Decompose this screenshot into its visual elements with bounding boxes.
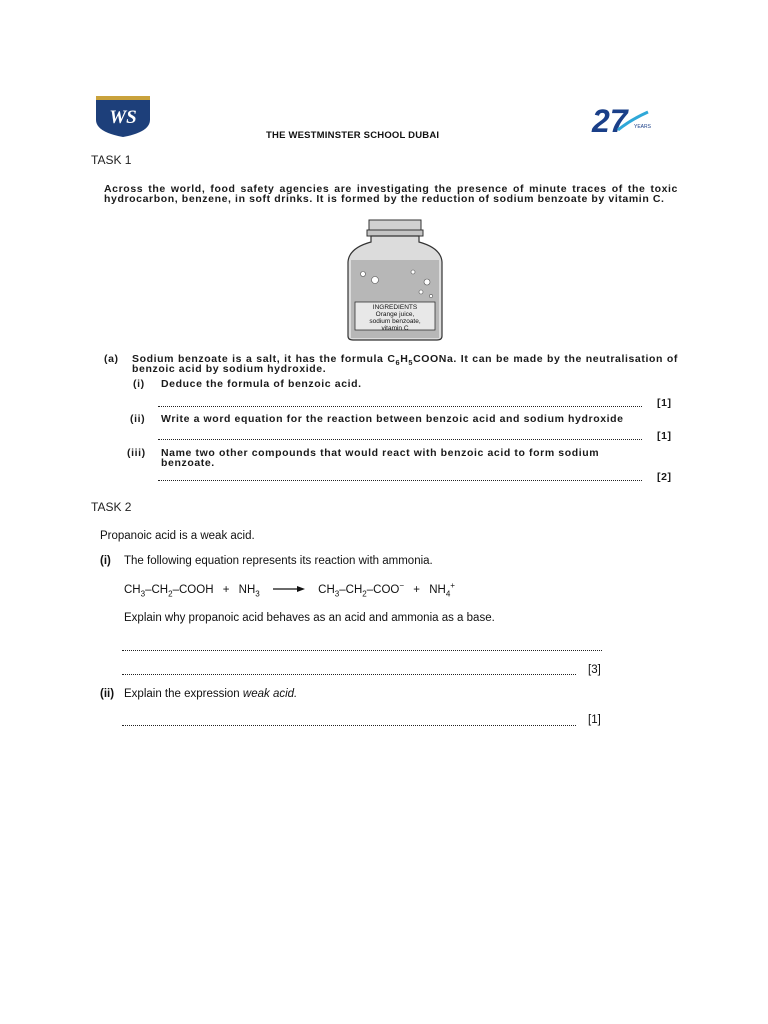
reactant-propanoic-acid: $CH_3-CH_2$–COOH — [124, 584, 214, 599]
q1-answer-line[interactable] — [158, 406, 642, 407]
t2-q1-answer-line-1[interactable] — [122, 650, 602, 651]
task-1-title: TASK 1 — [91, 153, 132, 167]
t2-q1-answer-line-2[interactable] — [122, 674, 576, 675]
t2-explain-prompt: Explain why propanoic acid behaves as an acid and ammonia as a base. — [124, 612, 495, 624]
q3-mark: [2] — [657, 471, 672, 483]
t2-q2-text — [124, 687, 297, 701]
q3-text-end: other compounds that would react with benzoic acid to form sodium benzoate. — [161, 447, 600, 469]
t2-q2-text-emphasis: weak acid. — [242, 688, 298, 700]
svg-text:YEARS: YEARS — [634, 124, 651, 130]
q2-answer-line[interactable] — [158, 439, 642, 440]
school-name: THE WESTMINSTER SCHOOL DUBAI — [266, 130, 440, 141]
plus-sign: + — [222, 584, 230, 597]
t2-q2-text-start: Explain the expression — [124, 688, 240, 700]
svg-text:27: 27 — [592, 103, 628, 139]
bottle-label-line: Orange juice, — [375, 311, 415, 318]
t2-q1-text: The following equation represents its reaction with ammonia. — [124, 555, 433, 567]
task-2-intro: Propanoic acid is a weak acid. — [100, 530, 255, 542]
q3-answer-line[interactable] — [158, 480, 642, 481]
reaction-equation — [124, 583, 455, 597]
bottle-illustration — [343, 218, 447, 342]
bottle-label-line: vitamin C — [381, 325, 409, 332]
svg-text:WS: WS — [109, 107, 137, 128]
part-a-text: Sodium benzoate is a salt, it has the formula $C_6H_5COONa$. It can be made by the neutralisation of benzoic acid by sodium hydroxide. — [132, 353, 678, 375]
t2-q1-mark: [3] — [588, 664, 601, 676]
q1-text: Deduce the formula of benzoic acid. — [161, 378, 362, 390]
arrow-icon — [273, 583, 305, 597]
plus-sign: + — [413, 584, 420, 597]
q2-label: (ii) — [130, 413, 146, 425]
q2-text: Write a word equation for the reaction between benzoic acid and sodium hydroxide — [161, 413, 624, 425]
q3-text-start: Name — [161, 447, 192, 459]
q1-label: (i) — [133, 378, 145, 390]
bottle-label — [355, 304, 435, 332]
t2-q2-label: (ii) — [100, 688, 115, 700]
q3-text-emphasis: two — [195, 447, 216, 459]
t2-q1-label: (i) — [100, 555, 111, 567]
school-logo — [94, 94, 152, 138]
t2-q2-mark: [1] — [588, 714, 601, 726]
bottle-label-line: sodium benzoate, — [369, 318, 421, 325]
task-1-intro: Across the world, food safety agencies are investigating the presence of minute traces of the toxic hydrocarbon, benzene, in soft drinks. It is formed by the reduction of sodium benzoate by vitamin C. — [104, 183, 678, 205]
anniversary-logo — [590, 100, 660, 140]
bottle-label-line: INGREDIENTS — [372, 304, 418, 311]
t2-q2-answer-line[interactable] — [122, 725, 576, 726]
reactant-ammonia: $NH_3$ — [238, 584, 260, 599]
task-2-title: TASK 2 — [91, 500, 132, 514]
q2-mark: [1] — [657, 430, 672, 442]
q3-label: (iii) — [127, 447, 146, 459]
q1-mark: [1] — [657, 397, 672, 409]
q3-text — [161, 448, 631, 468]
product-ammonium: $NH_4^+$ — [429, 581, 455, 599]
part-a-label: (a) — [104, 353, 119, 365]
product-propanoate: $CH_3-CH_2-COO^-$ — [318, 581, 405, 599]
